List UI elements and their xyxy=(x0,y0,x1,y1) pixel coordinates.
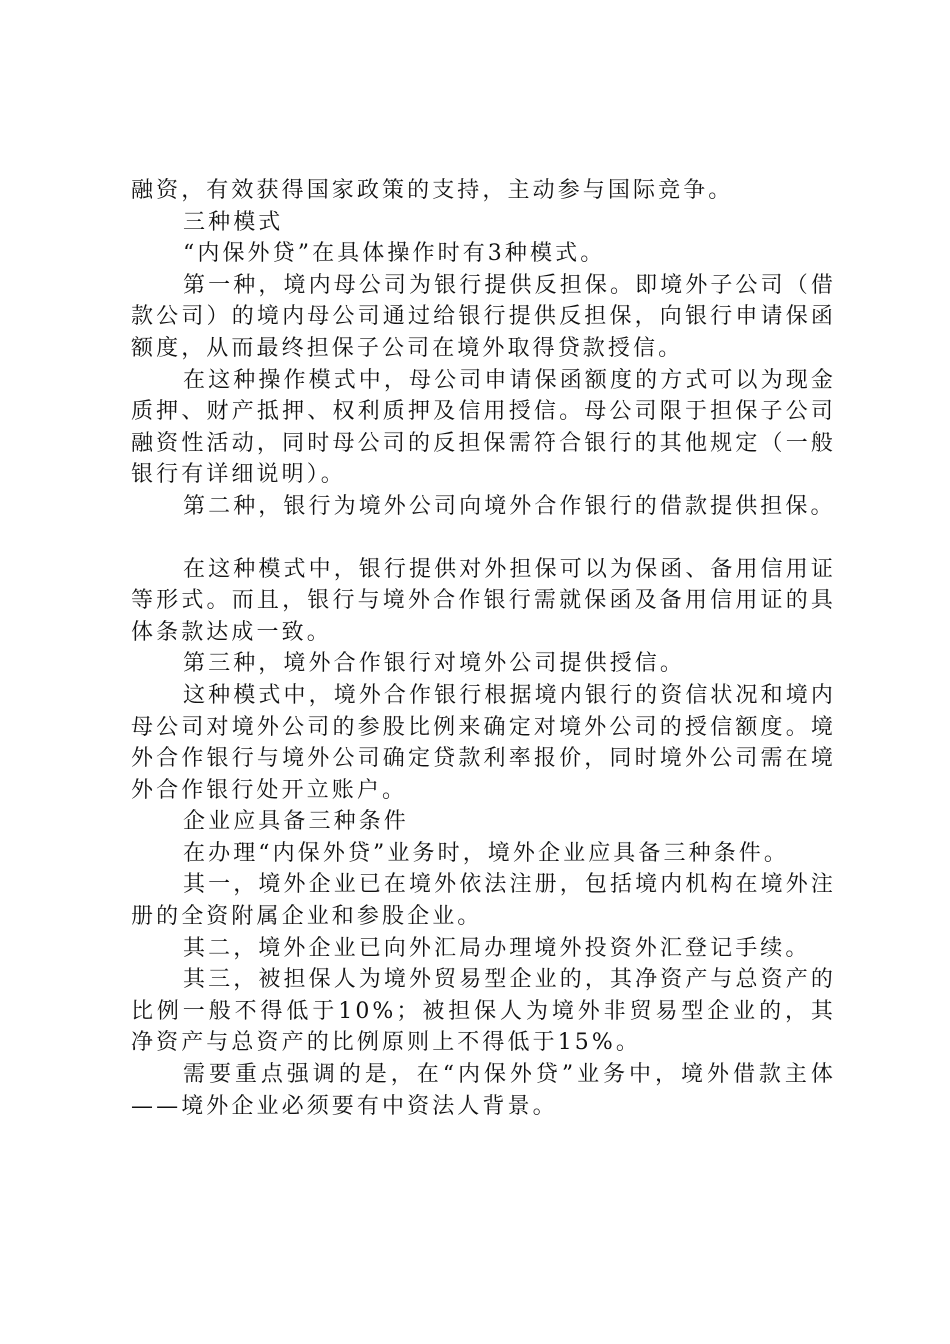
paragraph-mode-one: 第一种，境内母公司为银行提供反担保。即境外子公司（借款公司）的境内母公司通过给银行提供反担保，向银行申请保函额度，从而最终担保子公司在境外取得贷款授信。 xyxy=(131,272,836,361)
paragraph-condition-two: 其二，境外企业已向外汇局办理境外投资外汇登记手续。 xyxy=(183,935,811,961)
paragraph-mode-three-detail: 这种模式中，境外合作银行根据境内银行的资信状况和境内母公司对境外公司的参股比例来确定对境外公司的授信额度。境外合作银行与境外公司确定贷款利率报价，同时境外公司需在境外合作银行处开立账户。 xyxy=(131,682,836,803)
paragraph-continuation: 融资，有效获得国家政策的支持，主动参与国际竞争。 xyxy=(131,178,734,203)
paragraph-modes-intro: “内保外贷”在具体操作时有3种模式。 xyxy=(183,241,606,267)
paragraph-mode-two-detail: 在这种模式中，银行提供对外担保可以为保函、备用信用证等形式。而且，银行与境外合作银行需就保函及备用信用证的具体条款达成一致。 xyxy=(131,556,836,645)
document-body xyxy=(131,175,836,1122)
paragraph-emphasis: 需要重点强调的是，在“内保外贷”业务中，境外借款主体——境外企业必须要有中资法人背景。 xyxy=(131,1062,836,1119)
paragraph-mode-one-detail: 在这种操作模式中，母公司申请保函额度的方式可以为现金质押、财产抵押、权利质押及信用授信。母公司限于担保子公司融资性活动，同时母公司的反担保需符合银行的其他规定（一般银行有详细说明）。 xyxy=(131,367,836,488)
paragraph-mode-two: 第二种，银行为境外公司向境外合作银行的借款提供担保。 xyxy=(183,493,836,519)
paragraph-conditions-intro: 在办理“内保外贷”业务时，境外企业应具备三种条件。 xyxy=(183,840,789,866)
section-heading-conditions: 企业应具备三种条件 xyxy=(183,809,409,835)
section-heading-three-modes: 三种模式 xyxy=(183,209,284,235)
paragraph-condition-three: 其三，被担保人为境外贸易型企业的，其净资产与总资产的比例一般不得低于10%；被担保人为境外非贸易型企业的，其净资产与总资产的比例原则上不得低于15%。 xyxy=(131,967,836,1056)
paragraph-mode-three: 第三种，境外合作银行对境外公司提供授信。 xyxy=(183,651,686,677)
paragraph-condition-one: 其一，境外企业已在境外依法注册，包括境内机构在境外注册的全资附属企业和参股企业。 xyxy=(131,872,836,930)
